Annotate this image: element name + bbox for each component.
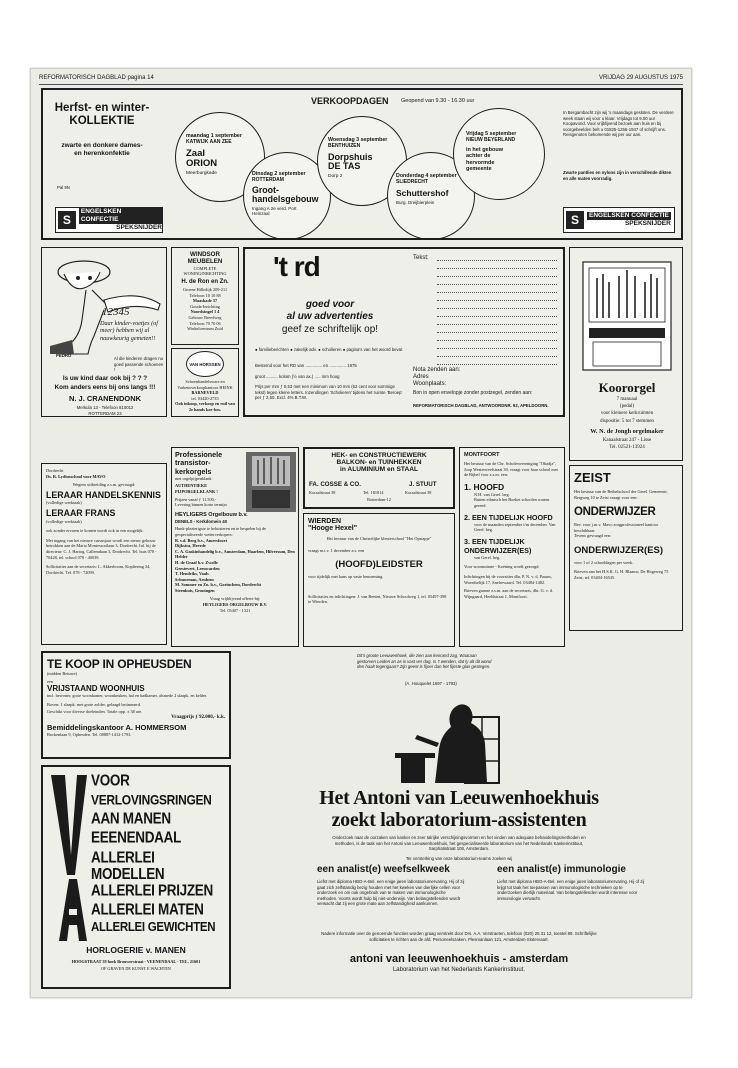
td-adres-label: Adres [413, 374, 429, 380]
page-header-left: REFORMATORISCH DAGBLAD pagina 14 [39, 75, 154, 81]
horlogerie-van-manen-ad: VOOR VERLOVINGSRINGEN AAN MANEN EEENENDAAL ALLERLEI MODELLEN ALLERLEI PRIJZEN ALLERLEI MATEN ALLERLEI GEWICHTEN HORLOGERIE v. MANEN HOOGSTRAAT 39 hoek Brouwerstraat - VEENENDAAL - TEL. 21601 OF GRAVEN DE KUNST E WACHTEN [41, 765, 231, 989]
windsor-ad: WINDSOR MEUBELEN COMPLETE WONINGINRICHTING H. de Ron en Zn. Groene Hilledijk 209-211 Telefoon 10 10 88 Maaskade 37 Gouda-Inrichting Noordsingel 1 4 Gebouw Breedweg Telefoon 70 70 06 Winkelcentrum Zuid [171, 247, 239, 345]
leeuwenhoek-silhouette-illustration [395, 687, 505, 785]
stop-sliedrecht: Donderdag 4 september SLIEDRECHT Schuttershof Burg. Dreijbierplein [387, 152, 475, 240]
td-advertentie-form [243, 247, 565, 417]
job-leraar-frans: LERAAR FRANS [46, 507, 116, 518]
cranendonk-ad [41, 247, 167, 417]
job-onderwijzeres: ONDERWIJZER(ES) [574, 544, 664, 556]
page-header-right: VRIJDAG 29 AUGUSTUS 1975 [598, 75, 683, 81]
logo-name-right: ENGELSKEN CONFECTIE [589, 212, 669, 220]
job-hoofdleidster: (HOOFD)LEIDSTER [335, 559, 423, 571]
stop-rotterdam: Dinsdag 2 september ROTTERDAM Groot-handelsgebouw Ingang A 2e verd. Port Heinzaal [243, 152, 331, 240]
leeuwenhoek-title-2: zoekt laboratorium-assistenten [331, 809, 587, 831]
va-monogram [49, 775, 89, 941]
horlogerie-firm: HORLOGERIE v. MANEN [86, 945, 186, 955]
sign-text: Daar kinder-voetjes (of meer) hebben wij al nauwkeurig gemeten!! [100, 320, 158, 342]
leeuwenhoek-ad: Dit's groote Leeuwenhoek, die zien aan kenrand zag, Waaraan gestorven Leiden an as is vast ver dag. Is 't wenden, dat ly alt dit wond den haalt tegengaan? Zijn geest is fijner dan het fijnste glas gestegen. (A. Houquelet 1697 - 1793) Het Antoni van Leeuwenhoekhuis zoekt laboratorium-assistenten Onderzoek naar de oorzaken van kanker en zeer talrijke verschijningsvormen en het vinden van adequate behandelingsmethoden en methoden, is de taak van het Antoni van Leeuwenhoekhuis, het gespecialiseerde laboratorium van het Nederlands Kankerinstituut, Sarphatistraat 108, Amsterdam. Ter versterking van onze laboratorium-teams zoeken wij een analist(e) weefselkweek Liefst met diploma HBO-A-Bel. een enige jaren laboratoriumervaring. Hij of zij gaat zich zelfstandig bezig houden met het kweken van dierlijke cellen voor onderzoek en om ook ongebruik van te maken van immunologische methoden. Voorts wordt hulp bij niet-onderwijs. Van belangstellenden wordt verwacht dat zij een grote mate aan zelfstandigheid aankunnen. een analist(e) immunologie Liefst met diploma HBO-A-Bel. een enige jaren laboratoriumervaring. Hij of zij krijgt tot taak het toepassen van immunologische technieken op te onderzoeken dierlijk materiaal. Van belangstellenden wordt interesse voor immunologie verwacht. Nadere informatie over de genoemde functies worden graag verstrekt door Drs. A.A. Verstraeten, telefoon (020) 25 31 12, toestel 89. Schriftelijke sollicitaties te richten aan de afd. Personeelszaken, Plesmanlaan 121, Amsterdam-Slotervaart. antoni van leeuwenhoekhuis - amsterdam Laboratorium van het Nederlands Kankerinstituut. [235, 651, 683, 989]
shoe-cartoon-illustration [42, 250, 166, 360]
kids-side-text: Al die kinderen dragen nu goed passende schoenen ! [114, 356, 164, 373]
verkoopdagen-ad [41, 88, 683, 240]
td-prices1: Bestemd voor het RD van .............. en .............. 1975 [255, 363, 357, 368]
td-line3: geef ze schriftelijk op! [281, 324, 379, 335]
job-tijdelijk-onderwijzer: 3. EEN TIJDELIJK ONDERWIJZER(ES) [464, 536, 532, 555]
td-logo: 't rd [273, 251, 320, 282]
cranendonk-name: N. J. CRANENDONK [68, 394, 142, 403]
va-lines: VOOR VERLOVINGSRINGEN AAN MANEN EEENENDAAL ALLERLEI MODELLEN ALLERLEI PRIJZEN ALLERLEI MATEN ALLERLEI GEWICHTEN [91, 771, 216, 935]
td-line2: al uw advertenties [286, 311, 374, 322]
windsor-title: WINDSOR MEUBELEN [187, 251, 223, 266]
logo-sub: SPEKSNIJDER [116, 223, 162, 231]
leeuwenhoek-quote: Dit's groote Leeuwenhoek, die zien aan kenrand zag, Waaraan gestorven Leiden an as is vast ver dag. Is 't wenden, dat ly alt dit wond den haalt tegengaan? Zijn geest is fijner dan het fijnste glas gestegen. [357, 653, 492, 670]
wierden-vacature: WIERDEN "Hooge Hexel" Het bestuur van de Christelijke kleuterschool "Het Opstapje" vraagt m.i.v. 1 december a.s. een (HOOFD)LEIDSTER voor tijdelijk met kans op vaste benoeming. Sollicitaties en inlichtingen: J. van Beeten, Nieuwe Schoolweg 1, tel. 05497-398 te Wierden. [303, 513, 455, 647]
orgels-title: Professionele transistor-kerkorgels [175, 450, 223, 476]
cranendonk-city: ROTTERDAM 23 [88, 411, 122, 416]
td-tekst-lines[interactable] [437, 253, 557, 366]
organ-illustration [579, 256, 675, 374]
verkoopdagen-title: VERKOOPDAGEN [311, 96, 389, 106]
cranendonk-addr: Merkula 13 - Telefoon 810012 [76, 405, 134, 410]
verkoop-right-text: In Bergambacht zijn wij 's maandags gesloten. De verdere week staan wij voor u klaar. Vrijdags tot 9.00 uur Koopavond. Voor vrijblijvend bezoek aan huis en bij voorgebeelden belt u 01825-1256-1947 of schrijft ons. Reisgenoten bekomende wij per uur aan. [563, 110, 674, 138]
verkoop-right-bold: Zwarte pantlies en nylons zijn in verschillende dikten en alle maten voorradig. [563, 170, 672, 181]
verkoopdagen-hours: Geopend van 9.30 - 16.30 uur [401, 98, 475, 104]
td-tekst-label: Tekst: [413, 255, 429, 261]
windsor-sub: COMPLETE WONINGINRICHTING [183, 265, 227, 277]
td-line1: goed voor [305, 299, 355, 310]
logo-name: ENGELSKEN CONFECTIE [79, 208, 162, 224]
windsor-firm: H. de Ron en Zn. [181, 279, 229, 286]
logo-sub-right: SPEKSNIJDER [624, 220, 671, 227]
td-prices3: Prijs per mm ƒ 0,53 met een minimum van 10 mm (62 cent voor sommige tekst) tegen kleine letters. Inzendingen 'Scholieren' tijdens het ruimte 'Beroep' per ƒ 2,50. Excl. 4% B.T.W. [255, 384, 403, 401]
page-header [39, 75, 683, 85]
koororgel-firm: W. N. de Jongh orgelmaker [590, 428, 664, 435]
td-bullets: ● familieberichten ● zakelijk adv. ● scholieren ● pagina's van het woord bevat [255, 347, 403, 352]
pedro-label: PEDRO [56, 353, 72, 358]
koororgel-title: Koororgel [598, 380, 656, 395]
stop-katwijk: maandag 1 september KATWIJK AAN ZEE Zaal ORION Meerburgkade [175, 112, 265, 202]
orgels-firm: HEYLIGERS Orgelbouw b.v. [175, 511, 248, 518]
td-mail-addr: REFORMATORISCH DAGBLAD, ANTWOORDNR. 92, APELDOORN. [413, 403, 549, 408]
kid-question: Is uw kind daar ook bij ? ? ? [62, 375, 148, 382]
logo-s-icon: S [58, 211, 76, 229]
confectie-logo-left [55, 207, 163, 233]
cosse-hekwerk-ad: HEK- en CONSTRUCTIEWERK BALKON- en TUINHEKKEN in ALUMINIUM en STAAL FA. COSSE & CO. Koraalstraat 38 Tel. 181814 J. STUUT Koraalstraat 38 Rotterdam-12 [303, 447, 455, 509]
montfoort-vacature: MONTFOORT Het bestuur van de Chr. Scholenvereniging "Obadja", Joop Westerweelstraat 30, vraagt voor haar school met de Bijbel voor z.s.m. een: 1. HOOFD N.H. van Gerel. beg. Buiten ethnisch het Boeket schoolen wonen gereed. 2. EEN TIJDELIJK HOOFD voor de maanden september t/m december. Van Gerel. beg. 3. EEN TIJDELIJK ONDERWIJZER(ES) van Gerel. beg. Voor woonruimte - Koëning wordt gezorgd. Inlichtingen bij de voorzitter dhr. P. N. v. d. Paauw, Woerdselijk 17, Snelrewaard. Tel. 03484-1482. Brieven gaarne z.s.m. aan de secretaris, dhr. G. v. d. Wijngaard, Heeldstraat 1, Montfoort. [459, 447, 565, 647]
job-leraar-handelskennis: LERAAR HANDELSKENNIS [46, 489, 161, 500]
opheusden-te-koop-ad: TE KOOP IN OPHEUSDEN (midden Betuwe) een VRIJSTAAND WOONHUIS incl. bewoner, grote woonkamer, woonkeuken, hal en badkamer, alsmede 2 slaapk. en kelder. Boven: 1 slaapk. met grote zolder, gelaagd betimmerd. Geschikt voor diverse doeleinden. Totale opp. ± 38 are. Vraagprijs ƒ 92.000,- k.k. Bemiddelingskantoor A. HOMMERSOM Bockenlaan 9, Ophesden. Tel. 08887-1412-1793. [41, 651, 231, 759]
td-prices2: groot .......... kolom (½ van ax.) ..... mm hoog [255, 374, 340, 379]
leeuwenhoek-name: antoni van leeuwenhoekhuis - amsterdam [349, 953, 569, 965]
job-hoofd: 1. HOOFD [464, 481, 505, 492]
zeist-vacature: ZEIST Het bestuur van de Bethelschool der Gerel. Gemeente, Bergweg 10 te Zeist vraagt voor een: ONDERWIJZER Bev. voor j.m.v. Mavo zorgprofessioneel kantoor beschikbaar. Tevens gevraagd een: ONDERWIJZER(ES) voor 1 of 2 schooldagen per week. Brieven aan het H.S.K. G. H. Blaauw, De Hogeweg 75 Zeist, tel. 03404-16545. [569, 465, 683, 631]
vanhorssen-tel: tel. 03420-2735 [191, 395, 219, 401]
kid-cta: Kom anders eens bij ons langs !!! [54, 384, 156, 391]
vanhorssen-city: BARNEVELD [191, 390, 219, 396]
koororgel-ad: Koororgel 7 manuaal (pedal) voor kleinere kerkruimten dispositie: 5 tot 7 stemmen W. N. de Jongh orgelmaker Kanaalstraat 247 - Lisse Tel. 02521-13924 [569, 247, 683, 461]
job-analist-weefselkweek: een analist(e) weefselkweek [317, 864, 450, 875]
logo-s-icon-right: S [566, 211, 584, 229]
kollektie-note: Pal 9N [57, 185, 70, 190]
kerkorgel-photo [246, 452, 296, 512]
vanhorssen-bold: Ook inkoop, verkoop en ruil van 2e hands koe-bos. [175, 401, 235, 412]
newspaper-page [30, 68, 692, 998]
heyligers-orgels-ad: Professionele transistor-kerkorgels met orgelpijpenklank AUTHENTIEKE PIJPORGELKLANK ! Prijzen vanaf ƒ 11.500,- Levering binnen korte termijn HEYLIGERS Orgelbouw b.v. DENELS - Kerkdomein 40 Hunk-plezierigste te beluisteren en te bespelen bij de gespecialiseerde wederverkopers: B. v.d. Berg b.v., Amersfoort Dijkstra, Heerde C. A. Gaskinhandelig b.v., Amsterdam, Haarlem, Hilversum, Den Helder H. de Graaf b.v. Zwolle Geestevert, Leeuwarden T. Hendriks, Vaals Schuurman, Arnhem M. Sommer en Zn. b.v., Gorinchem, Dordrecht Steenkuis, Groningen Vraag vrijblijvend offerte bij: HEYLIGERS ORGELBOUW B.V. Tel. 05407 - 1321 [171, 447, 299, 647]
job-tijdelijk-hoofd: 2. EEN TIJDELIJK HOOFD [464, 512, 553, 522]
kollektie-subtitle: zwarte en donkere dames- en herenkonfektie [61, 142, 143, 158]
td-nota-label: Nota zenden aan: [413, 367, 461, 373]
kollektie-title: Herfst- en winter-KOLLEKTIE [54, 102, 150, 127]
vanhorssen-text: Schoenhandelsware en Varkensverkoopkantoor HEINK [177, 379, 233, 390]
leeuwenhoek-title-1: Het Antoni van Leeuwenhoekhuis [319, 787, 599, 809]
td-mail: Bon in open envelopje zonder postzegel, zenden aan: [413, 390, 533, 396]
job-onderwijzer: ONDERWIJZER [574, 506, 656, 519]
td-woonplaats-label: Woonplaats: [413, 381, 447, 387]
vanhorssen-ad [171, 348, 239, 417]
job-analist-immunologie: een analist(e) immunologie [497, 864, 626, 875]
stop-benthuizen: Woensdag 3 september BENTHUIZEN Dorpshuis DE TAS Dorp 2 [317, 116, 407, 206]
dordrecht-vacature: Dordrecht Ds. R. Lydiusschool voor MAVO Wegens uitbreiding z.s.m. gevraagd: LERAAR HANDELSKENNIS (volledige werktaak) LERAAR FRANS (volledige werktaak) ook zonder ervaren te komen wordt ook in een mogelijk. Met ingang van het nieuwe cursusjaar wordt een nieuw gebouw betrokken aan de Maria Montessorilaan 3, Dordrecht. Inl. bij de directeur: C. J. Hartog, Callemdaan 3, Dordrecht. Tel. huis 078 - 70428, tel. school 078 - 40039. Sollicitaties aan de secretaris: L. Akkerboom, Kopliering 34, Dordrecht. Tel. 078 - 72099. [41, 463, 167, 645]
confectie-logo-right [563, 207, 675, 233]
sign-number: 12345 [102, 306, 130, 318]
vanhorssen-logo: VAN HORSSEN [186, 351, 224, 377]
stop-nieuw-beyerland: Vrijdag 5 september NIEUW BEYERLAND in het gebouw achter de hervormde gemeente [453, 108, 545, 200]
